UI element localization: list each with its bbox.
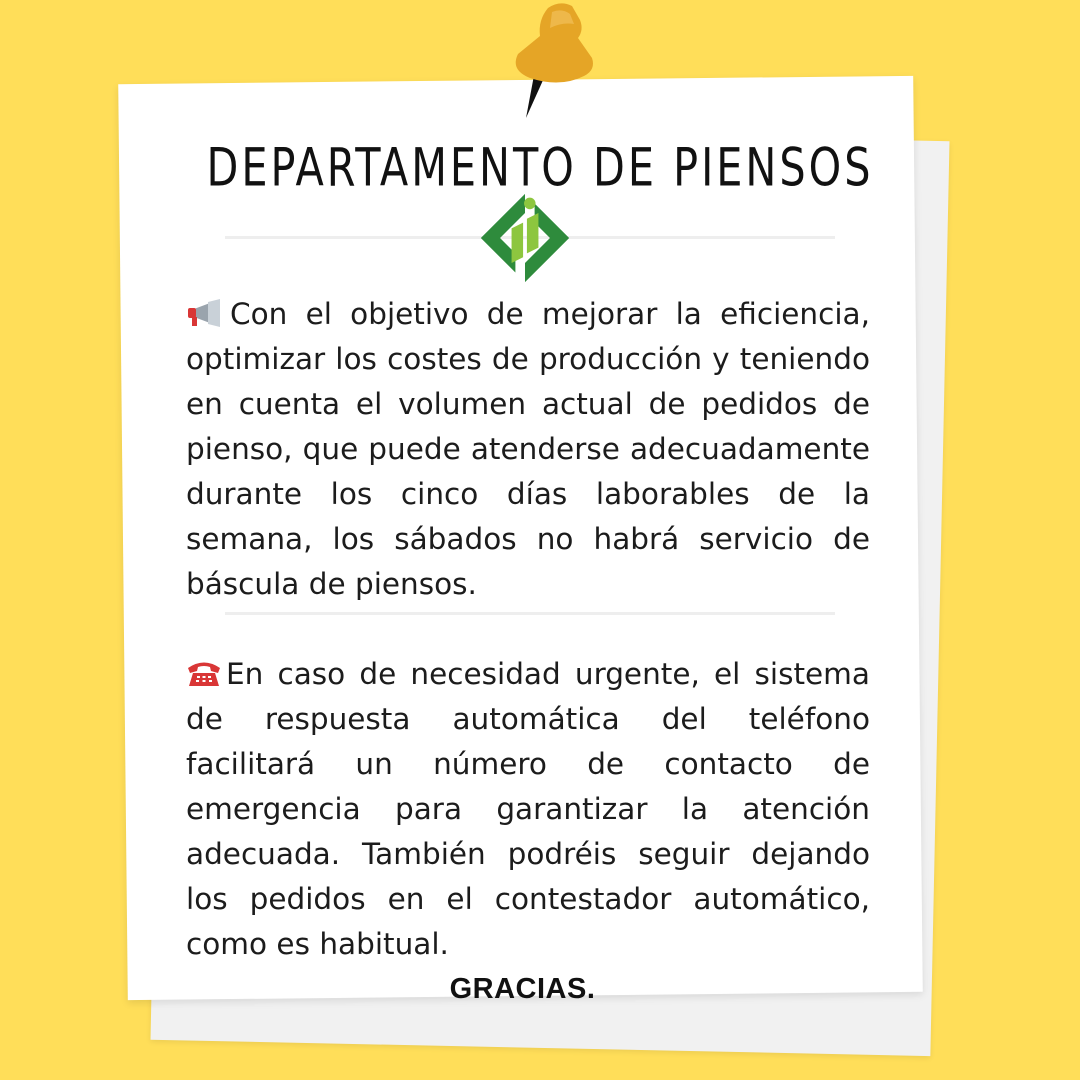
megaphone-icon — [186, 299, 226, 327]
paragraph-text: Con el objetivo de mejorar la eficiencia, optimizar los costes de producción y teniendo en cuenta el volumen actual de pedidos de pienso, que puede atenderse adecuadamente durante los cinco días laborables de la semana, los sábados no habrá servicio de báscula de piensos. — [186, 297, 870, 601]
ruled-line — [225, 612, 835, 615]
telephone-icon — [186, 659, 222, 687]
page-title: DEPARTAMENTO DE PIENSOS — [206, 135, 874, 199]
thanks-text: GRACIAS. — [449, 973, 596, 1005]
push-pin-icon — [500, 0, 600, 125]
notice-paragraph-saturday — [186, 292, 870, 607]
notice-paragraph-emergency — [186, 652, 870, 967]
cooperative-logo-icon — [477, 190, 573, 286]
paragraph-text: En caso de necesidad urgente, el sistema de respuesta automática del teléfono facilitará un número de contacto de emergencia para garantizar la atención adecuada. También podréis seguir dejando los pedidos en el contestador automático, como es habitual. — [186, 657, 870, 961]
